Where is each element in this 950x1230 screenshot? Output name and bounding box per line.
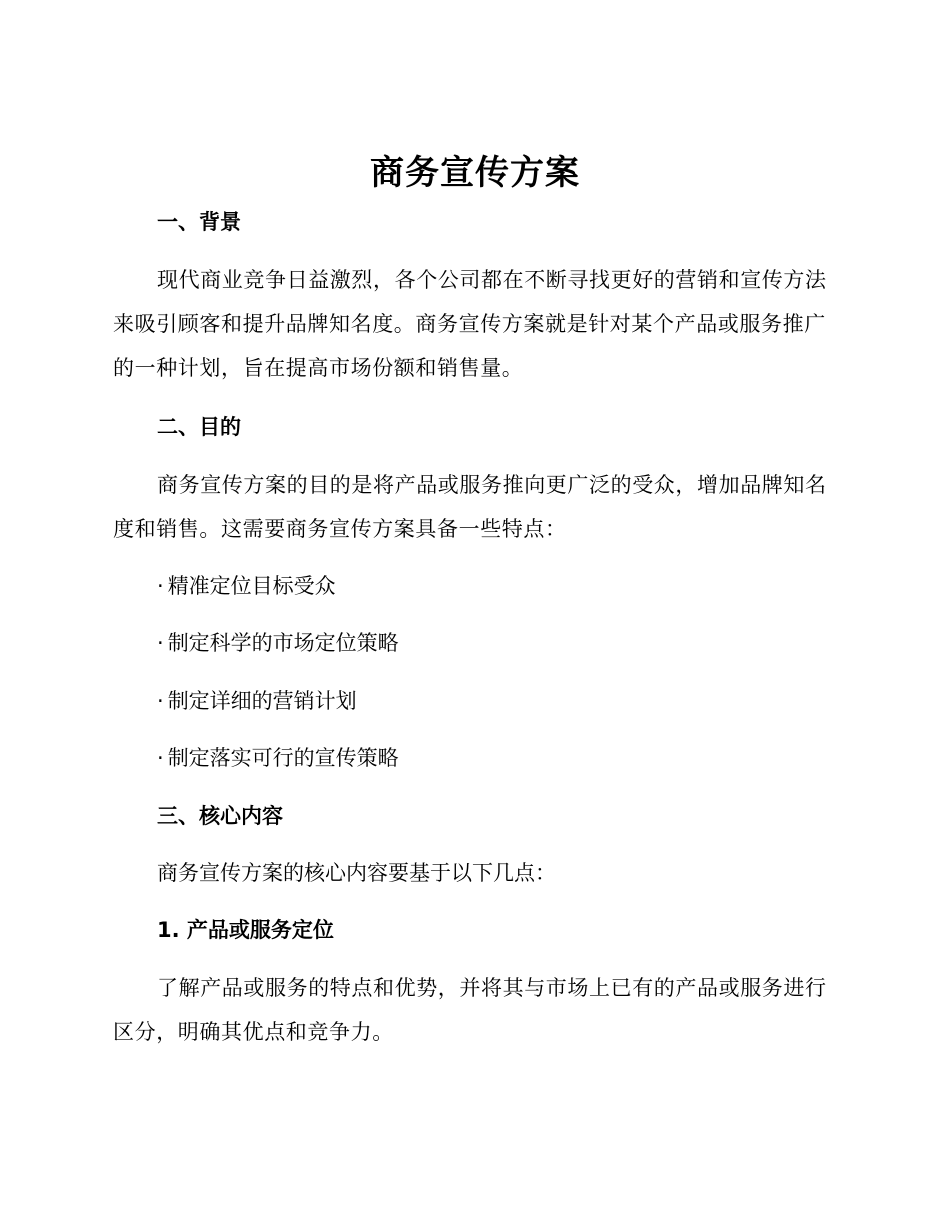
bullet-item bbox=[157, 628, 399, 658]
core-paragraph: 了解产品或服务的特点和优势，并将其与市场上已有的产品或服务进行区分，明确其优点和竞争力。 bbox=[113, 976, 827, 1044]
bullet-marker: · bbox=[157, 631, 164, 655]
bullet-marker: · bbox=[157, 574, 164, 598]
bullet-marker: · bbox=[157, 689, 164, 713]
bullet-text: 制定详细的营销计划 bbox=[167, 689, 357, 713]
purpose-paragraph: 商务宣传方案的目的是将产品或服务推向更广泛的受众，增加品牌知名度和销售。这需要商务宣传方案具备一些特点： bbox=[113, 473, 827, 541]
section-heading-purpose: 二、目的 bbox=[157, 415, 241, 439]
core-intro: 商务宣传方案的核心内容要基于以下几点： bbox=[157, 861, 556, 885]
section-heading-core: 三、核心内容 bbox=[157, 804, 283, 828]
bullet-item bbox=[157, 743, 399, 773]
bullet-text: 精准定位目标受众 bbox=[167, 574, 336, 598]
document-title: 商务宣传方案 bbox=[370, 153, 580, 193]
subheading-product-positioning: 1. 产品或服务定位 bbox=[157, 918, 334, 942]
bullet-text: 制定科学的市场定位策略 bbox=[167, 631, 399, 655]
background-paragraph: 现代商业竞争日益激烈，各个公司都在不断寻找更好的营销和宣传方法来吸引顾客和提升品牌知名度。商务宣传方案就是针对某个产品或服务推广的一种计划，旨在提高市场份额和销售量。 bbox=[113, 268, 827, 380]
bullet-text: 制定落实可行的宣传策略 bbox=[167, 746, 399, 770]
bullet-item bbox=[157, 686, 357, 716]
bullet-item bbox=[157, 571, 336, 601]
bullet-marker: · bbox=[157, 746, 164, 770]
section-heading-background: 一、背景 bbox=[157, 210, 241, 234]
